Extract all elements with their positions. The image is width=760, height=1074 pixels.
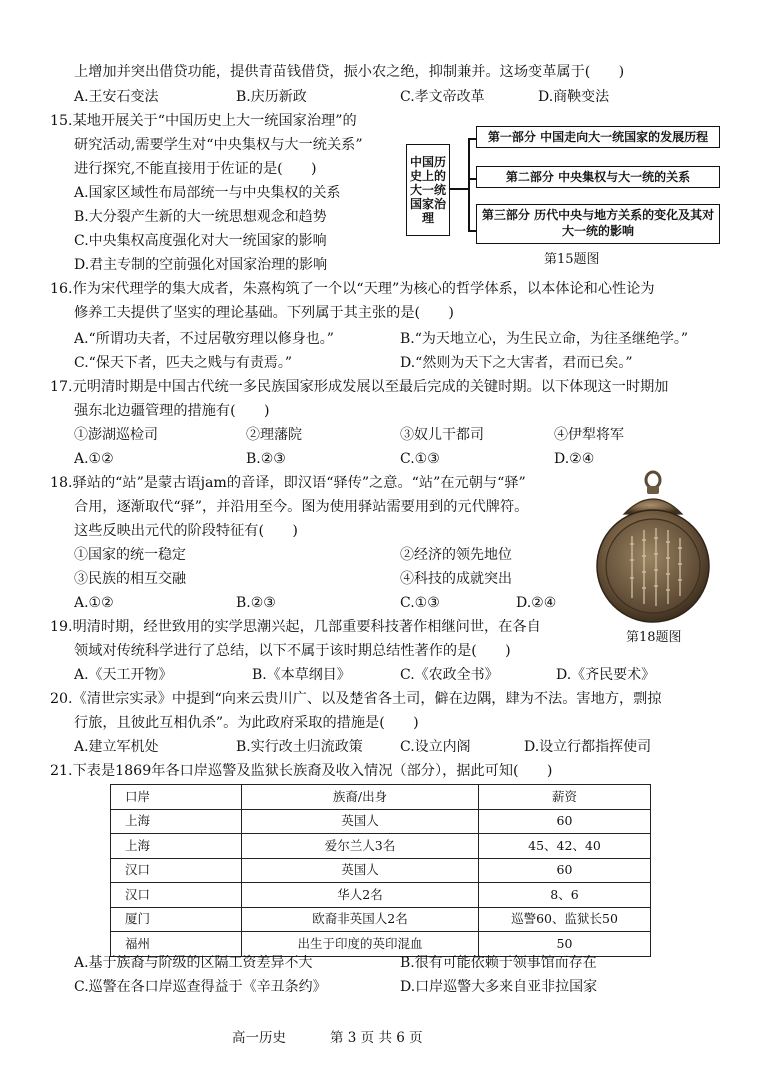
- q17-item-1: ①澎湖巡检司: [74, 427, 158, 443]
- q18-item-1: ①国家的统一稳定: [74, 547, 186, 563]
- q18-figure-caption: 第18题图: [626, 630, 682, 645]
- q20-option-b[interactable]: B.实行改土归流政策: [236, 739, 363, 755]
- q21-table: [110, 784, 651, 957]
- q15-option-a[interactable]: A.国家区域性布局部统一与中央集权的关系: [74, 185, 341, 201]
- q15-option-d[interactable]: D.君主专制的空前强化对国家治理的影响: [74, 257, 328, 273]
- q17-stem-1: 17.元明清时期是中国古代统一多民族国家形成发展以至最后完成的关键时期。以下体现这一时期加: [50, 379, 669, 395]
- yuan-paizi-medallion-image: [594, 470, 712, 630]
- q17-option-d[interactable]: D.②④: [554, 451, 595, 467]
- q18-option-a[interactable]: A.①②: [74, 595, 114, 611]
- q20-stem-1: 20.《清世宗实录》中提到“向来云贵川广、以及楚省各土司，僻在边隅，肆为不法。害地方，剽掠: [50, 691, 662, 707]
- table-header-port: 口岸: [111, 785, 242, 810]
- q16-option-d[interactable]: D.“然则为天下之大害者，君而已矣。”: [400, 355, 633, 371]
- q20-option-d[interactable]: D.设立行都指挥使司: [524, 739, 652, 755]
- q21-option-c[interactable]: C.巡警在各口岸巡查得益于《辛丑条约》: [74, 979, 327, 995]
- q15-figure-caption: 第15题图: [544, 252, 600, 267]
- q17-stem-2: 强东北边疆管理的措施有( ): [74, 403, 270, 419]
- q14-option-d[interactable]: D.商鞅变法: [538, 89, 610, 105]
- q17-item-3: ③奴儿干都司: [400, 427, 484, 443]
- q19-option-c[interactable]: C.《农政全书》: [400, 667, 499, 683]
- q14-tail: 上增加并突出借贷功能，提供青苗钱借贷，振小农之绝，抑制兼并。这场变革属于( ): [74, 64, 625, 80]
- q21-option-a[interactable]: A.基于族裔与阶级的区隔工资差异不大: [74, 955, 313, 971]
- q14-option-c[interactable]: C.孝文帝改革: [400, 89, 485, 105]
- q16-option-c[interactable]: C.“保天下者，匹夫之贱与有责焉。”: [74, 355, 292, 371]
- q18-option-b[interactable]: B.②③: [236, 595, 276, 611]
- q16-option-a[interactable]: A.“所谓功夫者，不过居敬穷理以修身也。”: [74, 331, 334, 347]
- table-row: 上海 英国人 60: [111, 809, 651, 834]
- table-row: 汉口 英国人 60: [111, 858, 651, 883]
- q20-option-a[interactable]: A.建立军机处: [74, 739, 159, 755]
- q18-option-d[interactable]: D.②④: [516, 595, 557, 611]
- q15-figure-part-1: 第一部分 中国走向大一统国家的发展历程: [476, 126, 720, 148]
- table-header-salary: 薪资: [479, 785, 651, 810]
- q20-option-c[interactable]: C.设立内阁: [400, 739, 471, 755]
- q17-item-2: ②理藩院: [246, 427, 302, 443]
- q15-figure-part-3: 第三部分 历代中央与地方关系的变化及其对大一统的影响: [476, 204, 720, 244]
- q15-option-c[interactable]: C.中央集权高度强化对大一统国家的影响: [74, 233, 327, 249]
- q15-stem-2: 研究活动,需要学生对“中央集权与大一统关系”: [74, 137, 363, 153]
- q18-item-2: ②经济的领先地位: [400, 547, 512, 563]
- q17-option-a[interactable]: A.①②: [74, 451, 114, 467]
- table-row: 厦门 欧裔非英国人2名 巡警60、监狱长50: [111, 907, 651, 932]
- q19-option-a[interactable]: A.《天工开物》: [74, 667, 173, 683]
- q17-item-4: ④伊犁将军: [554, 427, 624, 443]
- q15-connector: [450, 188, 468, 190]
- q16-option-b[interactable]: B.“为天地立心，为生民立命，为往圣继绝学。”: [400, 331, 689, 347]
- q16-stem-2: 修养工夫提供了坚实的理论基础。下列属于其主张的是( ): [74, 305, 454, 321]
- q16-stem-1: 16.作为宋代理学的集大成者，朱熹构筑了一个以“天理”为核心的哲学体系，以本体论和心性论为: [50, 281, 655, 297]
- q18-stem-2: 合用，逐渐取代“驿”，并沿用至今。图为使用驿站需要用到的元代牌符。: [74, 499, 529, 515]
- q19-stem-2: 领域对传统科学进行了总结，以下不属于该时期总结性著作的是( ): [74, 643, 511, 659]
- footer-subject: 高一历史: [232, 1030, 286, 1046]
- q14-option-b[interactable]: B.庆历新政: [236, 89, 307, 105]
- q18-stem-3: 这些反映出元代的阶段特征有( ): [74, 523, 298, 539]
- q19-option-b[interactable]: B.《本草纲目》: [252, 667, 351, 683]
- table-row: 汉口 华人2名 8、6: [111, 883, 651, 908]
- table-header-row: [111, 785, 651, 810]
- q21-option-d[interactable]: D.口岸巡警大多来自亚非拉国家: [400, 979, 598, 995]
- q21-stem: 21.下表是1869年各口岸巡警及监狱长族裔及收入情况（部分），据此可知( ): [50, 763, 553, 779]
- q20-stem-2: 行旅，且彼此互相仇杀”。为此政府采取的措施是( ): [74, 715, 419, 731]
- q17-option-b[interactable]: B.②③: [246, 451, 286, 467]
- table-row: 福州 出生于印度的英印混血 50: [111, 932, 651, 957]
- q15-option-b[interactable]: B.大分裂产生新的大一统思想观念和趋势: [74, 209, 327, 225]
- q18-item-4: ④科技的成就突出: [400, 571, 512, 587]
- q21-option-b[interactable]: B.很有可能依赖于领事馆而存在: [400, 955, 597, 971]
- q19-option-d[interactable]: D.《齐民要术》: [556, 667, 656, 683]
- footer-page-number: 第 3 页 共 6 页: [330, 1030, 423, 1046]
- table-row: 上海 爱尔兰人3名 45、42、40: [111, 834, 651, 859]
- q15-bracket: [468, 138, 470, 232]
- q18-stem-1: 18.驿站的“站”是蒙古语jam的音译，即汉语“驿传”之意。“站”在元朝与“驿”: [50, 475, 526, 491]
- q19-stem-1: 19.明清时期，经世致用的实学思潮兴起，几部重要科技著作相继问世，在各自: [50, 619, 541, 635]
- q18-item-3: ③民族的相互交融: [74, 571, 186, 587]
- q18-option-c[interactable]: C.①③: [400, 595, 440, 611]
- q15-stem-1: 15.某地开展关于“中国历史上大一统国家治理”的: [50, 113, 357, 129]
- q17-option-c[interactable]: C.①③: [400, 451, 440, 467]
- q14-option-a[interactable]: A.王安石变法: [74, 89, 159, 105]
- q15-figure-main-box: 中国历史上的大一统国家治理: [406, 144, 450, 236]
- q15-stem-3: 进行探究,不能直接用于佐证的是( ): [74, 161, 317, 177]
- q15-figure-part-2: 第二部分 中央集权与大一统的关系: [476, 166, 720, 188]
- table-header-ethnicity: 族裔/出身: [242, 785, 479, 810]
